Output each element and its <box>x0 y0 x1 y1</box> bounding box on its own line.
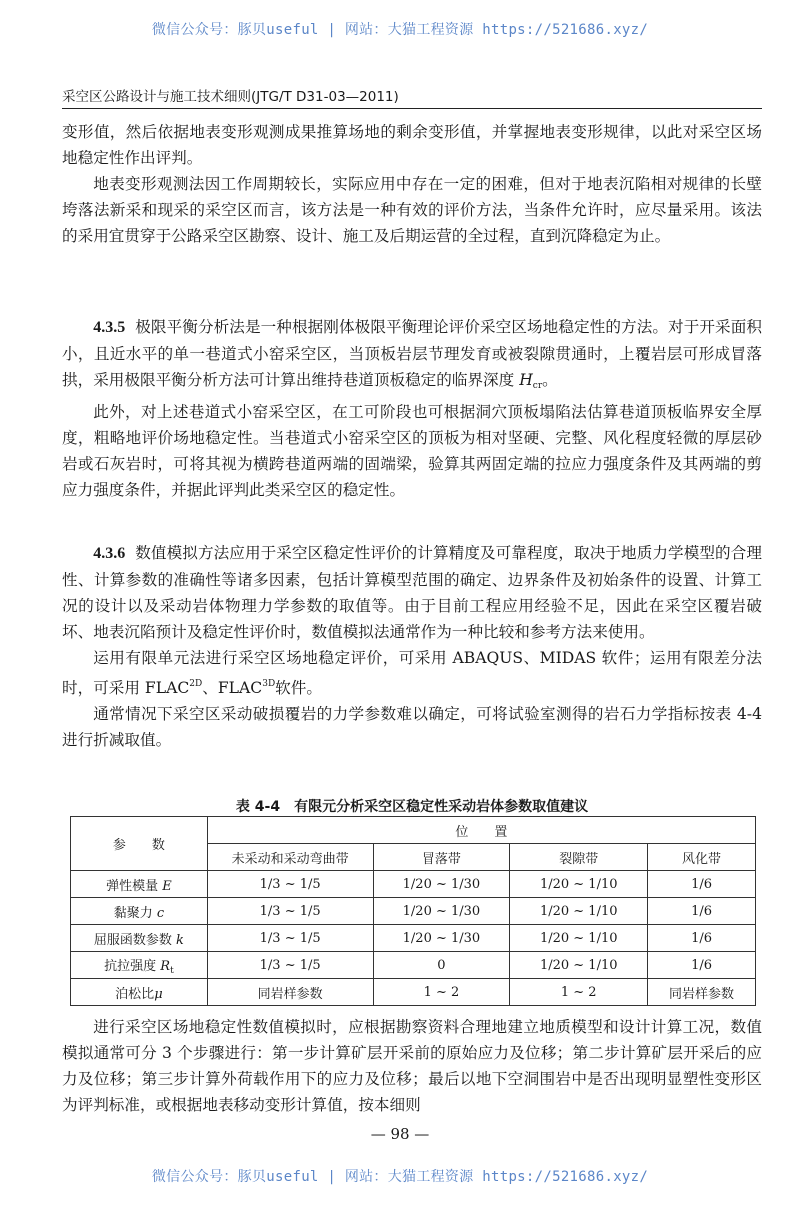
col-header: 未采动和采动弯曲带 <box>207 844 373 871</box>
watermark-bottom: 微信公众号：豚贝useful | 网站：大猫工程资源 https://521686.xyz/ <box>151 1169 649 1185</box>
row-label: 泊松比μ <box>71 979 208 1006</box>
row-label: 屈服函数参数 k <box>71 925 208 952</box>
paragraph: 进行采空区场地稳定性数值模拟时，应根据勘察资料合理地建立地质模型和设计计算工况，数值模拟通常可分 3 个步骤进行：第一步计算矿层开采前的原始应力及位移；第二步计算矿层开采后的应力及位移；第三步计算外荷载作用下的应力及位移；最后以地下空洞围岩中是否出现明显塑性变形区为评判标准，或根据地表移动变形计算值，按本细则 <box>62 1018 762 1114</box>
cell: 1/20 ~ 1/30 <box>373 925 510 952</box>
symbol-subscript: cr <box>532 381 543 391</box>
clause-text: 极限平衡分析法是一种根据刚体极限平衡理论评价采空区场地稳定性的方法。对于开采面积小，且近水平的单一巷道式小窑采空区，当顶板岩层节理发育或被裂隙贯通时，上覆岩层可形成冒落拱，采用极限平衡分析方法可计算出维持巷道顶板稳定的临界深度 <box>62 318 762 389</box>
paragraph: 变形值，然后依据地表变形观测成果推算场地的剩余变形值，并掌握地表变形规律，以此对采空区场地稳定性作出评判。 <box>62 123 762 167</box>
text: 软件。 <box>275 679 322 697</box>
cell: 1/6 <box>648 898 756 925</box>
cell: 0 <box>373 952 510 979</box>
table-row <box>71 952 756 979</box>
row-label: 黏聚力 c <box>71 898 208 925</box>
clause-number: 4.3.5 <box>93 319 126 336</box>
period: 。 <box>542 371 558 389</box>
cell: 同岩样参数 <box>207 979 373 1006</box>
col-header: 风化带 <box>648 844 756 871</box>
superscript: 2D <box>189 679 203 689</box>
table-row <box>71 898 756 925</box>
clause-text: 数值模拟方法应用于采空区稳定性评价的计算精度及可靠程度，取决于地质力学模型的合理性、计算参数的准确性等诸多因素，包括计算模型范围的确定、边界条件及初始条件的设置、计算工况的设计以及采动岩体物理力学参数的取值等。由于目前工程应用经验不足，因此在采空区覆岩破坏、地表沉陷预计及稳定性评价时，数值模拟法通常作为一种比较和参考方法来使用。 <box>62 544 762 641</box>
row-label: 抗拉强度 $R_t$ <box>71 952 208 979</box>
cell: 1/3 ~ 1/5 <box>207 925 373 952</box>
watermark-top: 微信公众号：豚贝useful | 网站：大猫工程资源 https://521686.xyz/ <box>151 22 649 38</box>
cell: 1/20 ~ 1/10 <box>510 871 648 898</box>
paragraph <box>62 645 762 701</box>
cell: 1/3 ~ 1/5 <box>207 871 373 898</box>
col-header: 裂隙带 <box>510 844 648 871</box>
clause-4-3-6 <box>62 540 762 753</box>
cell: 1/6 <box>648 871 756 898</box>
cell: 1/3 ~ 1/5 <box>207 952 373 979</box>
section-continued <box>62 119 762 249</box>
cell: 1/20 ~ 1/30 <box>373 898 510 925</box>
table-row <box>71 925 756 952</box>
cell: 同岩样参数 <box>648 979 756 1006</box>
paragraph <box>62 540 762 645</box>
cell: 1 ~ 2 <box>373 979 510 1006</box>
header-position: 位 置 <box>207 817 755 844</box>
cell: 1/20 ~ 1/10 <box>510 898 648 925</box>
superscript: 3D <box>262 679 276 689</box>
cell: 1/3 ~ 1/5 <box>207 898 373 925</box>
paragraph: 地表变形观测法因工作周期较长，实际应用中存在一定的困难，但对于地表沉陷相对规律的长壁垮落法新采和现采的采空区而言，该方法是一种有效的评价方法，当条件允许时，应尽量采用。该法的采用宜贯穿于公路采空区勘察、设计、施工及后期运营的全过程，直到沉降稳定为止。 <box>62 175 762 245</box>
row-label: 弹性模量 E <box>71 871 208 898</box>
table-header-row <box>71 817 756 844</box>
table-caption: 表 4-4 有限元分析采空区稳定性采动岩体参数取值建议 <box>235 799 589 815</box>
table-row <box>71 871 756 898</box>
symbol-h: H <box>519 371 533 389</box>
page-number: — 98 — <box>370 1125 430 1143</box>
section-simulation-steps <box>62 1014 762 1118</box>
running-head: 采空区公路设计与施工技术细则(JTG/T D31-03—2011) <box>62 89 399 105</box>
cell: 1/20 ~ 1/30 <box>373 871 510 898</box>
text: 运用有限单元法进行采空区场地稳定评价，可采用 ABAQUS、MIDAS 软件；运用有限差分法时，可采用 FLAC <box>62 649 762 697</box>
cell: 1/20 ~ 1/10 <box>510 925 648 952</box>
cell: 1/6 <box>648 925 756 952</box>
parameter-table <box>70 816 756 1006</box>
cell: 1/6 <box>648 952 756 979</box>
table-row <box>71 979 756 1006</box>
cell: 1 ~ 2 <box>510 979 648 1006</box>
col-header: 冒落带 <box>373 844 510 871</box>
text: 、FLAC <box>202 679 263 697</box>
header-rule <box>62 108 762 109</box>
clause-4-3-5 <box>62 314 762 503</box>
paragraph: 通常情况下采空区采动破损覆岩的力学参数难以确定，可将试验室测得的岩石力学指标按表 4-4 进行折减取值。 <box>62 705 762 749</box>
clause-number: 4.3.6 <box>93 545 126 562</box>
header-param: 参 数 <box>71 817 208 871</box>
paragraph: 此外，对上述巷道式小窑采空区，在工可阶段也可根据洞穴顶板塌陷法估算巷道顶板临界安全厚度，粗略地评价场地稳定性。当巷道式小窑采空区的顶板为相对坚硬、完整、风化程度轻微的厚层砂岩或石灰岩时，可将其视为横跨巷道两端的固端梁，验算其两固定端的拉应力强度条件及其两端的剪应力强度条件，并据此评判此类采空区的稳定性。 <box>62 403 762 499</box>
paragraph <box>62 314 762 399</box>
cell: 1/20 ~ 1/10 <box>510 952 648 979</box>
